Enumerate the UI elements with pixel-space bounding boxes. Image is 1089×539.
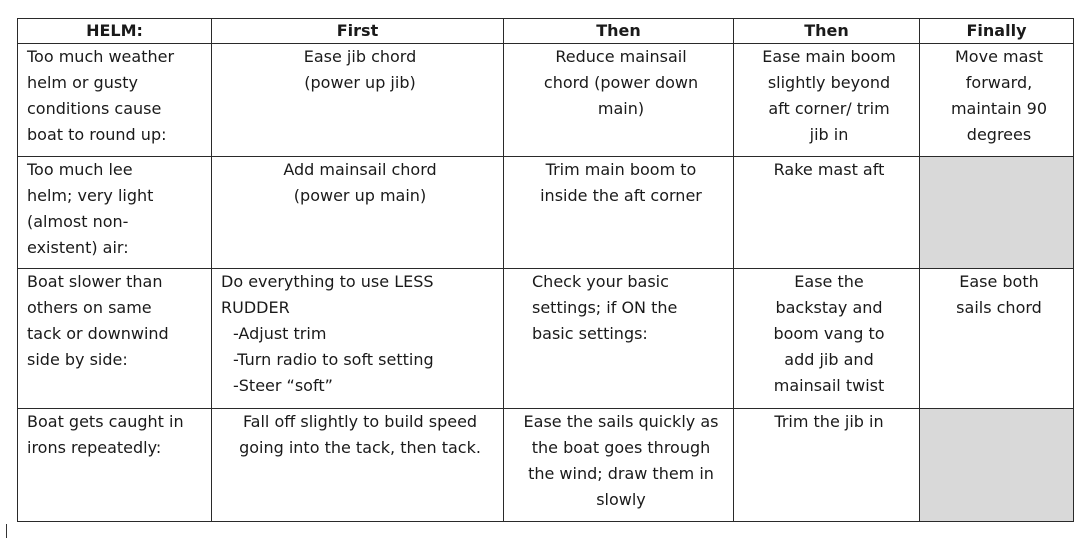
header-then-2: Then	[734, 19, 920, 44]
cell-line: slowly	[596, 490, 646, 509]
condition-cell	[18, 157, 212, 269]
cell-line: Trim the jib in	[774, 412, 884, 431]
header-row	[18, 19, 1074, 44]
cell-line: chord (power down	[543, 73, 699, 92]
cell-line: add jib and	[784, 350, 874, 369]
cell-line: (power up main)	[293, 186, 427, 205]
cell-line: Boat slower than	[27, 272, 163, 291]
finally-cell	[920, 44, 1074, 157]
cell-line: Do everything to use LESS	[221, 272, 434, 291]
cell-line: inside the aft corner	[540, 186, 702, 205]
shaded-empty-cell	[920, 157, 1074, 269]
cell-line: forward,	[965, 73, 1033, 92]
cell-line: existent) air:	[27, 238, 129, 257]
cell-line: Too much weather	[27, 47, 175, 66]
condition-cell	[18, 409, 212, 522]
first-cell	[212, 157, 504, 269]
cell-line: aft corner/ trim	[768, 99, 890, 118]
cell-line: Reduce mainsail	[555, 47, 687, 66]
then-2-cell	[734, 409, 920, 522]
cell-line: degrees	[966, 125, 1032, 144]
cell-line: (power up jib)	[304, 73, 416, 92]
cell-line: Check your basic	[532, 272, 669, 291]
cell-line: helm or gusty	[27, 73, 138, 92]
then-1-cell	[504, 44, 734, 157]
table-row	[18, 157, 1074, 269]
condition-cell	[18, 44, 212, 157]
header-finally: Finally	[920, 19, 1074, 44]
cell-line: conditions cause	[27, 99, 162, 118]
cell-line: the boat goes through	[531, 438, 711, 457]
header-helm: HELM:	[18, 19, 212, 44]
condition-cell	[18, 269, 212, 409]
cell-line: helm; very light	[27, 186, 154, 205]
then-1-cell	[504, 157, 734, 269]
then-1-cell	[504, 269, 734, 409]
first-cell	[212, 269, 504, 409]
table-row	[18, 44, 1074, 157]
cell-line: mainsail twist	[773, 376, 885, 395]
shaded-empty-cell	[920, 409, 1074, 522]
cell-line: (almost non-	[27, 212, 129, 231]
cell-line: slightly beyond	[767, 73, 891, 92]
table-row	[18, 409, 1074, 522]
cell-line: Ease main boom	[762, 47, 896, 66]
cell-line: Boat gets caught in	[27, 412, 184, 431]
cell-line: basic settings:	[532, 324, 648, 343]
cell-line: irons repeatedly:	[27, 438, 162, 457]
cell-line: sails chord	[956, 298, 1042, 317]
then-2-cell	[734, 157, 920, 269]
cell-line: others on same	[27, 298, 152, 317]
cell-line: RUDDER	[221, 298, 290, 317]
cell-line: Ease the sails quickly as	[523, 412, 719, 431]
cell-line: Trim main boom to	[545, 160, 697, 179]
cell-line: -Adjust trim	[233, 324, 327, 343]
first-cell	[212, 44, 504, 157]
cell-line: boom vang to	[773, 324, 885, 343]
cell-line: -Turn radio to soft setting	[233, 350, 434, 369]
cell-line: Ease both	[959, 272, 1039, 291]
cell-line: Fall off slightly to build speed	[242, 412, 478, 431]
finally-cell	[920, 269, 1074, 409]
cell-line: Ease the	[794, 272, 864, 291]
cell-line: backstay and	[775, 298, 883, 317]
cell-line: Ease jib chord	[303, 47, 417, 66]
cell-line: the wind; draw them in	[528, 464, 714, 483]
helm-table	[17, 18, 1074, 522]
cell-line: tack or downwind	[27, 324, 169, 343]
cell-line: going into the tack, then tack.	[239, 438, 481, 457]
cell-line: Rake mast aft	[773, 160, 885, 179]
cell-line: maintain 90	[950, 99, 1048, 118]
cell-line: Add mainsail chord	[283, 160, 437, 179]
header-then-1: Then	[504, 19, 734, 44]
cell-line: jib in	[809, 125, 849, 144]
cell-line: Move mast	[955, 47, 1043, 66]
then-1-cell	[504, 409, 734, 522]
cell-line: main)	[597, 99, 645, 118]
first-cell	[212, 409, 504, 522]
text-cursor	[6, 524, 7, 538]
cell-line: -Steer “soft”	[233, 376, 333, 395]
cell-line: side by side:	[27, 350, 128, 369]
cell-line: Too much lee	[27, 160, 133, 179]
table-row	[18, 269, 1074, 409]
cell-line: settings; if ON the	[532, 298, 678, 317]
header-first: First	[212, 19, 504, 44]
cell-line: boat to round up:	[27, 125, 167, 144]
then-2-cell	[734, 269, 920, 409]
then-2-cell	[734, 44, 920, 157]
